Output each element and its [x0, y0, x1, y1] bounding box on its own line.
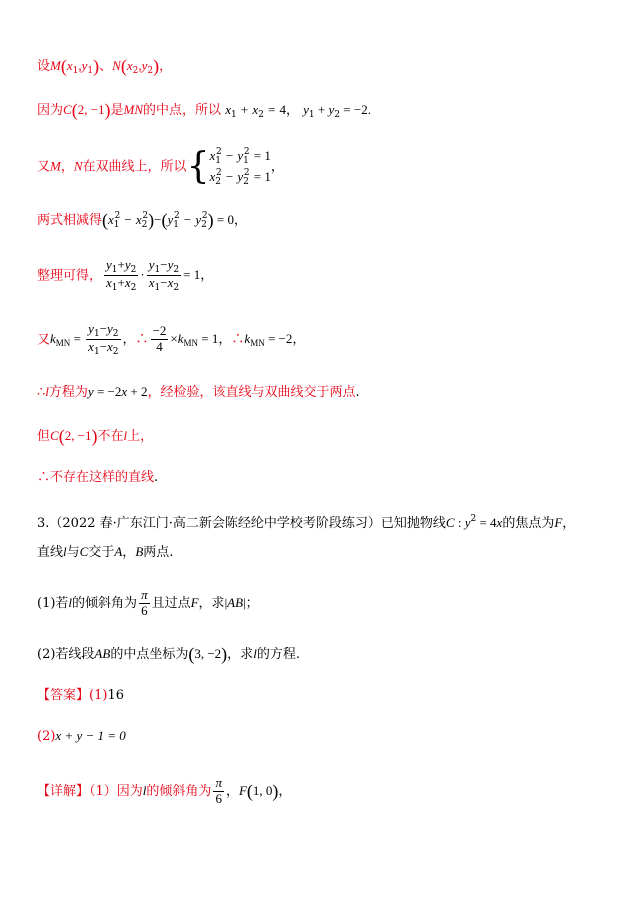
problem-3-statement-cont: 直线l与C交于A，B两点.: [37, 544, 174, 560]
solution-line-midpoint: 因为C(2, −1)是MN的中点，所以 $x_1 + x_2 = 4$， $y_1 + y_2 = -2$.: [37, 100, 371, 120]
problem-3-question-1: (1)若l的倾斜角为 $\frac{\pi}{6}$ 且过点F，求|AB|；: [37, 587, 259, 618]
solution-line-subtract: 两式相减得$(x_1^2 - x_2^2)-(y_1^2 - y_2^2) = 0$，: [37, 210, 247, 230]
solution-line-set-points: 设$M(x_1,y_1)$、$N(x_2,y_2)$，: [37, 56, 173, 76]
solution-line-not-on-line: 但C(2, −1)不在l上，: [37, 426, 154, 446]
answer-line-1: 【答案】(1)16: [37, 688, 124, 703]
answer-line-2: (2)x + y − 1 = 0: [37, 728, 126, 744]
solution-line-simplify: 整理可得， $\frac{y_1+y_2}{x_1+x_2}$ · $\frac{y_1-y_2}{x_1-x_2}$ = 1，: [37, 257, 214, 294]
detail-line-1: 【详解】（1）因为l的倾斜角为 $\frac{\pi}{6}$ ，F(1, 0)，: [37, 775, 292, 806]
problem-3-question-2: (2)若线段AB的中点坐标为(3, −2)，求l的方程.: [37, 644, 300, 664]
solution-line-slope: 又$k_{MN}$ = $\frac{y_1-y_2}{x_1-x_2}$ ，∴ $\frac{-2}{4}$ $\times k_{MN} = 1$，$\therefore k_{MN} = -2$，: [37, 321, 306, 358]
problem-3-statement: 3.（2022 春·广东江门·高二新会陈经纶中学校考阶段练习）已知抛物线C : $y^2 = 4x$的焦点为F，: [37, 514, 576, 531]
solution-line-conclusion: ∴不存在这样的直线.: [37, 470, 159, 485]
solution-line-equation: ∴l方程为y = −2x + 2，经检验，该直线与双曲线交于两点.: [37, 384, 360, 400]
solution-line-on-hyperbola: 又M，N在双曲线上，所以{ $x_1^2 - y_1^2 = 1$ $x_2^2 - y_2^2 = 1$ ，: [37, 146, 284, 188]
